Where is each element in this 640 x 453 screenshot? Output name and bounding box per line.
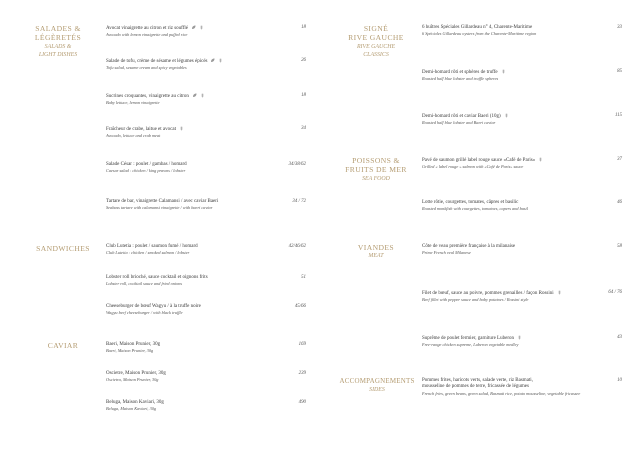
item-name-en: Roasted half blue lobster and Baeri caviar [422, 120, 496, 126]
category-subtitle: RIVE GAUCHE [356, 43, 396, 50]
item-name-fr: Club Lutetia : poulet / saumon fumé / homard [106, 244, 198, 249]
item-name-en: Beef fillet with pepper sauce and baby potatoes / Rossini style [422, 297, 529, 303]
menu-item [106, 93, 276, 106]
item-name-en: Roasted monkfish with courgettes, tomatoes, capers and basil [422, 206, 528, 212]
item-name-fr: Suprême de poulet fermier, garniture Luberon [422, 336, 514, 341]
item-name-en: Avocado with lemon vinaigrette and puffed rice [106, 32, 188, 38]
item-name-en: Baby lettuce, lemon vinaigrette [106, 100, 160, 106]
category-subtitle: LIGHT DISHES [38, 51, 78, 58]
category-title: ACCOMPAGNEMENTS [339, 377, 415, 385]
category-subtitle: MEAT [368, 253, 384, 260]
wheat-icon [538, 157, 543, 162]
item-price: 64 / 76 [608, 290, 622, 295]
category-subtitle: SIDES [369, 387, 385, 394]
item-name-fr: Oscietre, Maison Prunier, 30g [106, 371, 166, 376]
category-title: SALADES & [35, 24, 81, 33]
item-name-en: Roasted half blue lobster and truffle spheres [422, 76, 499, 82]
category-signe [332, 24, 420, 59]
item-price: 42/46/62 [288, 244, 306, 249]
menu-item [422, 244, 600, 256]
item-name-en: Lobster roll, cocktail sauce and fried onions [106, 281, 183, 287]
item-price: 18 [301, 25, 306, 30]
menu-item [106, 25, 276, 38]
menu-item [422, 157, 600, 170]
category-poissons [332, 156, 420, 183]
category-title: RIVE GAUCHE [348, 33, 404, 43]
category-title: VIANDES [357, 243, 395, 252]
leaf-icon [210, 58, 215, 63]
item-name-en: Wagyu beef cheeseburger / with black truffle [106, 310, 183, 316]
category-caviar [18, 341, 108, 350]
category-title: LÉGÈRETÉS [34, 33, 82, 43]
item-name-fr: Pommes frites, haricots verts, salade verte, riz Basmati, [422, 378, 533, 383]
item-price: 10 [617, 378, 622, 383]
wheat-icon [200, 93, 205, 98]
category-subtitle: CLASSICS [363, 51, 389, 58]
item-price: 46 [617, 200, 622, 205]
item-price: 43 [617, 335, 622, 340]
item-name-fr: Lobster roll brioché, sauce cocktail et oignons frits [106, 275, 208, 280]
menu-item [422, 25, 600, 37]
category-title: SANDWICHES [36, 244, 90, 253]
item-name-fr: Baeri, Maison Prunier, 30g [106, 342, 161, 347]
menu-item [422, 69, 600, 82]
leaf-icon [191, 25, 196, 30]
wheat-icon [557, 290, 562, 295]
wheat-icon [199, 25, 204, 30]
item-price: 115 [615, 113, 622, 118]
menu-item [106, 199, 276, 211]
category-subtitle: SALADS & [44, 43, 72, 50]
menu-item [106, 244, 276, 256]
item-name-fr: Avocat vinaigrette au citron et riz soufflé [106, 26, 189, 31]
item-name-fr: Beluga, Maison Kaviari, 30g [106, 400, 164, 405]
item-price: 45/66 [294, 304, 306, 309]
item-price: 58 [617, 244, 622, 249]
item-name-en: Seabass tartare with calamansi vinaigrette / with baeri caviar [106, 205, 213, 211]
item-name-en: Avocado, lettuce and crab meat [106, 133, 161, 139]
item-name-fr: Salade César : poulet / gambas / homard [106, 162, 187, 167]
item-name-fr: Filet de bœuf, sauce au poivre, pommes grenailles / façon Rossini [422, 291, 554, 296]
item-name-en: Grilled « label rouge » salmon with «Café de Paris» sauce [422, 164, 524, 170]
item-name-fr: Salade de tofu, crème de sésame et légumes épicés [106, 59, 208, 64]
category-title: POISSONS & [352, 156, 400, 165]
category-sandwiches [18, 244, 108, 253]
item-name-en: Caesar salad : chicken / king prawns / lobster [106, 168, 186, 174]
item-name-fr: mousseline de pommes de terre, fricassée de légumes [422, 384, 529, 390]
item-name-fr: Sucrines croquantes, vinaigrette au citron [106, 94, 189, 99]
item-name-en: 6 Spéciales Gillardeau oysters from the Charente-Maritime region [422, 31, 537, 37]
item-name-fr: Fraîcheur de crabe, laitue et avocat [106, 127, 176, 132]
item-price: 37 [617, 157, 622, 162]
menu-item [422, 335, 600, 348]
item-name-en: Club Lutetia : chicken / smoked salmon / lobster [106, 250, 190, 256]
category-title: CAVIAR [47, 341, 79, 350]
wheat-icon [501, 69, 506, 74]
item-name-fr: Demi-homard rôti et caviar Baeri (10g) [422, 114, 501, 119]
menu-item [106, 275, 276, 287]
item-name-en: French fries, green beans, green salad, Basmati rice, potato mousseline, vegetable fricassee [422, 390, 581, 396]
item-name-en: Tofu salad, sesame cream and spicy vegetables [106, 65, 187, 71]
category-viandes [332, 243, 420, 260]
item-name-fr: Côte de veau première française à la milanaise [422, 244, 516, 249]
category-title: FRUITS DE MER [345, 165, 407, 175]
leaf-icon [192, 93, 197, 98]
item-price: 490 [298, 400, 306, 405]
item-price: 26 [301, 58, 306, 63]
menu-item [106, 371, 276, 383]
category-accompagnements [332, 377, 422, 394]
item-price: 169 [298, 342, 306, 347]
item-name-en: Free-range chicken supreme, Luberon vegetable medley [422, 342, 519, 348]
menu-item [106, 126, 276, 139]
item-name-en: Beluga, Maison Kaviari, 30g [106, 406, 157, 412]
item-price: 51 [301, 275, 306, 280]
item-price: 34 / 72 [292, 199, 306, 204]
item-name-fr: 6 huîtres Spéciales Gillardeau n° 4, Charente-Maritime [422, 25, 533, 30]
item-price: 239 [298, 371, 306, 376]
item-name-fr: Tartare de bar, vinaigrette Calamansi / avec caviar Baeri [106, 199, 219, 204]
menu-item [106, 304, 276, 316]
item-name-fr: Lotte rôtie, courgettes, tomates, câpres et basilic [422, 200, 519, 205]
wheat-icon [504, 113, 509, 118]
menu-item [106, 342, 276, 354]
item-name-fr: Pavé de saumon grillé label rouge sauce «Café de Paris» [422, 158, 536, 163]
wheat-icon [179, 126, 184, 131]
item-price: 34 [301, 126, 306, 131]
menu-item [106, 162, 276, 174]
category-salades [18, 24, 98, 59]
item-name-en: Prime French veal Milanese [422, 250, 471, 256]
wheat-icon [517, 335, 522, 340]
item-price: 18 [301, 93, 306, 98]
menu-item [106, 58, 276, 71]
wheat-icon [218, 58, 223, 63]
category-title: SIGNÉ [363, 24, 389, 33]
category-subtitle: SEA FOOD [362, 175, 390, 182]
menu-item [106, 400, 276, 412]
item-price: 34/38/62 [288, 162, 306, 167]
item-name-fr: Demi-homard rôti et sphères de truffe [422, 70, 498, 75]
item-price: 33 [617, 25, 622, 30]
item-price: 85 [617, 69, 622, 74]
item-name-en: Baeri, Maison Prunier, 30g [106, 348, 154, 354]
menu-item [422, 200, 600, 212]
item-name-en: Oscietra, Maison Prunier, 30g [106, 377, 159, 383]
item-name-fr: Cheeseburger de bœuf Wagyu / à la truffe noire [106, 304, 201, 309]
menu-item [422, 113, 600, 126]
menu-item [422, 290, 602, 303]
